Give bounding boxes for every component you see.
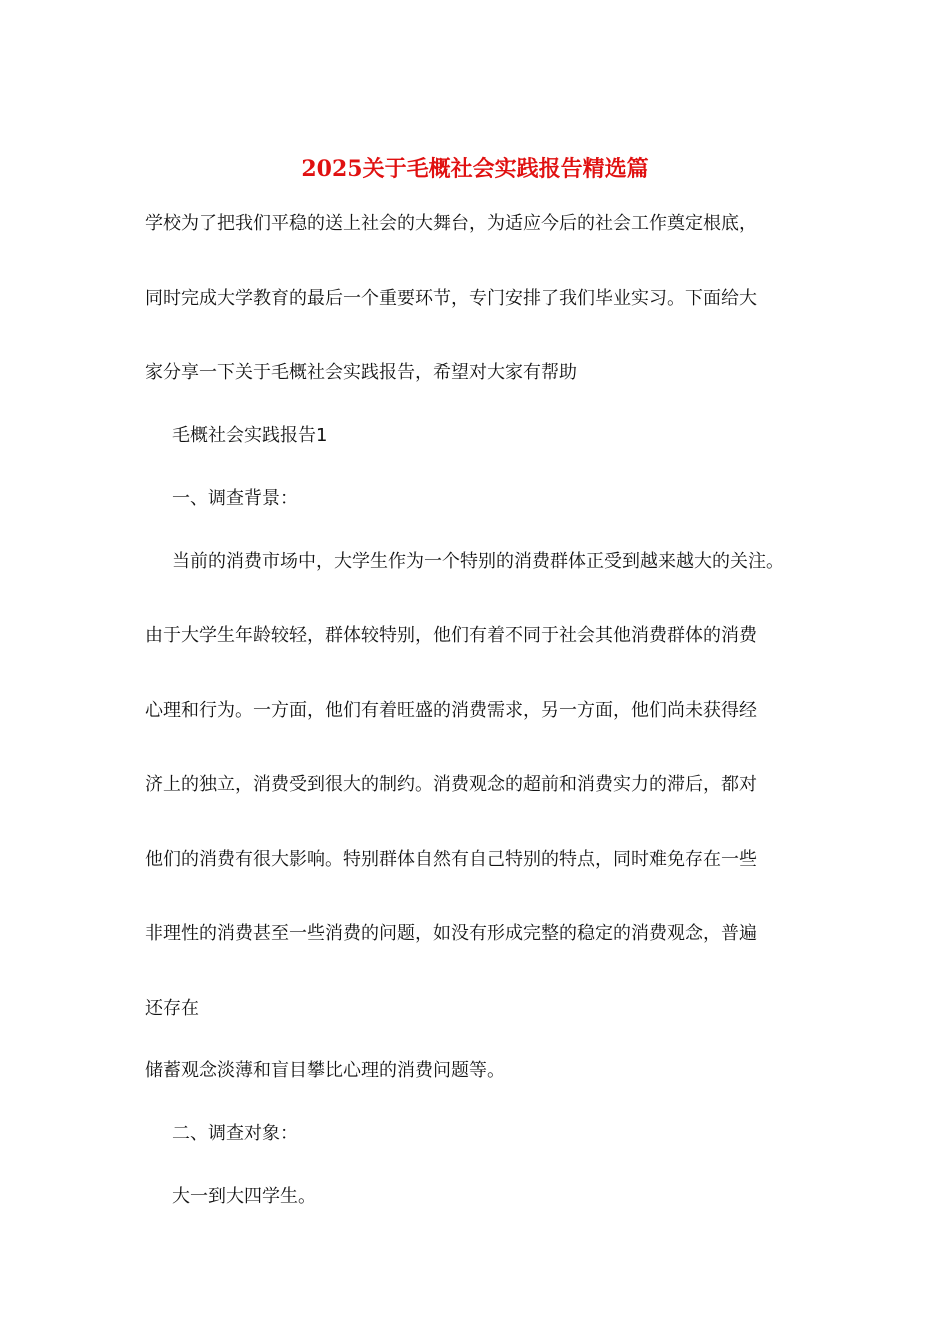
paragraph-line-6: 非理性的消费甚至一些消费的问题，如没有形成完整的稳定的消费观念，普遍 [145,923,757,944]
report-heading: 毛概社会实践报告1 [172,425,328,446]
section-heading-subjects: 二、调查对象： [172,1123,298,1144]
subjects-text: 大一到大四学生。 [172,1186,316,1207]
paragraph-line-5: 他们的消费有很大影响。特别群体自然有自己特别的特点，同时难免存在一些 [145,849,757,870]
paragraph-line-1: 当前的消费市场中，大学生作为一个特别的消费群体正受到越来越大的关注。 [172,551,784,572]
paragraph-line-4: 济上的独立，消费受到很大的制约。消费观念的超前和消费实力的滞后，都对 [145,774,757,795]
paragraph-line-3: 心理和行为。一方面，他们有着旺盛的消费需求，另一方面，他们尚未获得经 [145,700,757,721]
paragraph-line-2: 由于大学生年龄较轻，群体较特别，他们有着不同于社会其他消费群体的消费 [145,625,757,646]
document-title: 2025关于毛概社会实践报告精选篇 [301,156,649,182]
paragraph-line-7: 还存在 [145,998,199,1019]
intro-line-2: 同时完成大学教育的最后一个重要环节，专门安排了我们毕业实习。下面给大 [145,288,757,309]
section-heading-background: 一、调查背景： [172,488,298,509]
paragraph-line-8: 储蓄观念淡薄和盲目攀比心理的消费问题等。 [145,1060,505,1081]
intro-line-1: 学校为了把我们平稳的送上社会的大舞台，为适应今后的社会工作奠定根底， [145,213,757,234]
intro-line-3: 家分享一下关于毛概社会实践报告，希望对大家有帮助 [145,362,577,383]
